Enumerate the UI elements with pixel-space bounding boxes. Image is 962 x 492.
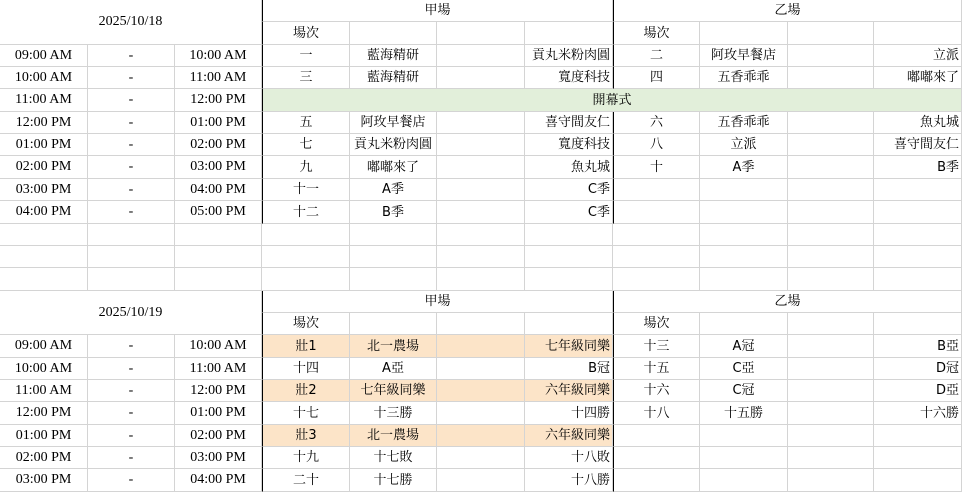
grid-cell[interactable] [88,246,175,268]
grid-cell[interactable] [700,313,788,335]
time-dash[interactable]: - [88,380,175,402]
start-time[interactable]: 12:00 PM [0,402,88,425]
venue-b-team-2[interactable]: 魚丸城 [874,112,962,134]
venue-a-match-number[interactable]: 九 [262,156,350,179]
grid-cell[interactable] [788,335,874,358]
venue-a-header[interactable]: 甲場 [262,291,613,313]
grid-cell[interactable] [788,268,874,291]
venue-b-match-number[interactable]: 四 [613,67,700,89]
end-time[interactable]: 12:00 PM [175,89,262,112]
grid-cell[interactable] [437,380,525,402]
grid-cell[interactable] [350,268,437,291]
venue-b-match-number[interactable]: 六 [613,112,700,134]
start-time[interactable]: 02:00 PM [0,156,88,179]
end-time[interactable]: 03:00 PM [175,156,262,179]
start-time[interactable]: 01:00 PM [0,134,88,156]
time-dash[interactable]: - [88,425,175,447]
opening-ceremony[interactable]: 開幕式 [262,89,962,112]
grid-cell[interactable] [874,313,962,335]
venue-b-team-2[interactable] [874,469,962,492]
venue-b-team-1[interactable] [700,179,788,201]
end-time[interactable]: 10:00 AM [175,45,262,67]
grid-cell[interactable] [613,246,700,268]
venue-a-team-2[interactable]: 十八勝 [525,469,613,492]
end-time[interactable]: 04:00 PM [175,469,262,492]
grid-cell[interactable] [874,246,962,268]
venue-a-header[interactable]: 甲場 [262,0,613,22]
venue-a-team-1[interactable]: 藍海精研 [350,45,437,67]
match-label[interactable]: 場次 [613,313,700,335]
venue-b-team-1[interactable]: 五香乖乖 [700,67,788,89]
grid-cell[interactable] [437,112,525,134]
grid-cell[interactable] [700,268,788,291]
venue-b-header[interactable]: 乙場 [613,0,962,22]
time-dash[interactable]: - [88,179,175,201]
grid-cell[interactable] [437,22,525,45]
date-header[interactable]: 2025/10/18 [0,0,262,45]
grid-cell[interactable] [262,268,350,291]
end-time[interactable]: 10:00 AM [175,335,262,358]
grid-cell[interactable] [788,425,874,447]
venue-b-match-number[interactable] [613,425,700,447]
venue-a-team-1[interactable]: B季 [350,201,437,224]
venue-a-match-number[interactable]: 十四 [262,358,350,380]
time-dash[interactable]: - [88,67,175,89]
venue-b-team-2[interactable] [874,201,962,224]
grid-cell[interactable] [350,224,437,246]
grid-cell[interactable] [788,380,874,402]
venue-a-team-1[interactable]: 七年級同樂 [350,380,437,402]
start-time[interactable]: 12:00 PM [0,112,88,134]
venue-a-team-1[interactable]: 十三勝 [350,402,437,425]
grid-cell[interactable] [700,246,788,268]
grid-cell[interactable] [88,224,175,246]
venue-a-match-number[interactable]: 五 [262,112,350,134]
venue-a-match-number[interactable]: 壯1 [262,335,350,358]
grid-cell[interactable] [613,268,700,291]
venue-a-team-2[interactable]: C季 [525,179,613,201]
grid-cell[interactable] [525,268,613,291]
grid-cell[interactable] [437,246,525,268]
grid-cell[interactable] [788,469,874,492]
grid-cell[interactable] [788,447,874,469]
venue-b-match-number[interactable]: 十五 [613,358,700,380]
grid-cell[interactable] [437,134,525,156]
grid-cell[interactable] [262,224,350,246]
venue-b-match-number[interactable]: 十六 [613,380,700,402]
grid-cell[interactable] [525,313,613,335]
venue-a-match-number[interactable]: 二十 [262,469,350,492]
venue-a-team-2[interactable]: 寬度科技 [525,67,613,89]
venue-a-team-1[interactable]: 貢丸米粉肉圓 [350,134,437,156]
grid-cell[interactable] [788,67,874,89]
time-dash[interactable]: - [88,201,175,224]
grid-cell[interactable] [0,268,88,291]
venue-b-team-1[interactable] [700,469,788,492]
grid-cell[interactable] [437,45,525,67]
grid-cell[interactable] [437,67,525,89]
start-time[interactable]: 09:00 AM [0,335,88,358]
grid-cell[interactable] [437,402,525,425]
grid-cell[interactable] [788,313,874,335]
venue-a-team-2[interactable]: 六年級同樂 [525,425,613,447]
venue-a-team-1[interactable]: A亞 [350,358,437,380]
venue-b-team-2[interactable]: B季 [874,156,962,179]
venue-a-team-2[interactable]: B冠 [525,358,613,380]
time-dash[interactable]: - [88,469,175,492]
start-time[interactable]: 03:00 PM [0,469,88,492]
venue-a-team-2[interactable]: 喜守間友仁 [525,112,613,134]
venue-a-match-number[interactable]: 十九 [262,447,350,469]
venue-b-team-1[interactable]: 十五勝 [700,402,788,425]
venue-b-team-1[interactable] [700,447,788,469]
time-dash[interactable]: - [88,402,175,425]
venue-a-team-2[interactable]: 魚丸城 [525,156,613,179]
grid-cell[interactable] [788,201,874,224]
end-time[interactable]: 12:00 PM [175,380,262,402]
venue-b-team-2[interactable]: 立派 [874,45,962,67]
start-time[interactable]: 10:00 AM [0,67,88,89]
end-time[interactable]: 03:00 PM [175,447,262,469]
venue-a-team-1[interactable]: 阿玫早餐店 [350,112,437,134]
time-dash[interactable]: - [88,89,175,112]
grid-cell[interactable] [437,268,525,291]
grid-cell[interactable] [613,224,700,246]
venue-b-team-1[interactable]: C亞 [700,358,788,380]
end-time[interactable]: 11:00 AM [175,67,262,89]
time-dash[interactable]: - [88,134,175,156]
venue-b-match-number[interactable]: 二 [613,45,700,67]
venue-b-header[interactable]: 乙場 [613,291,962,313]
match-label[interactable]: 場次 [262,22,350,45]
venue-b-team-2[interactable]: 嘟嘟來了 [874,67,962,89]
venue-a-team-2[interactable]: 七年級同樂 [525,335,613,358]
venue-b-match-number[interactable]: 八 [613,134,700,156]
grid-cell[interactable] [437,201,525,224]
grid-cell[interactable] [700,224,788,246]
venue-b-team-2[interactable]: D冠 [874,358,962,380]
grid-cell[interactable] [437,224,525,246]
end-time[interactable]: 01:00 PM [175,402,262,425]
venue-a-team-1[interactable]: 十七敗 [350,447,437,469]
venue-b-team-2[interactable]: 十六勝 [874,402,962,425]
venue-a-team-2[interactable]: 十八敗 [525,447,613,469]
time-dash[interactable]: - [88,112,175,134]
start-time[interactable]: 03:00 PM [0,179,88,201]
start-time[interactable]: 10:00 AM [0,358,88,380]
venue-b-team-1[interactable]: A冠 [700,335,788,358]
venue-b-team-1[interactable]: 五香乖乖 [700,112,788,134]
grid-cell[interactable] [88,268,175,291]
venue-b-team-1[interactable]: 立派 [700,134,788,156]
venue-a-team-2[interactable]: 十四勝 [525,402,613,425]
venue-a-match-number[interactable]: 一 [262,45,350,67]
grid-cell[interactable] [700,22,788,45]
venue-b-team-1[interactable]: A季 [700,156,788,179]
venue-a-team-1[interactable]: 嘟嘟來了 [350,156,437,179]
venue-b-match-number[interactable]: 十三 [613,335,700,358]
venue-a-team-1[interactable]: 北一農場 [350,425,437,447]
grid-cell[interactable] [788,45,874,67]
grid-cell[interactable] [788,22,874,45]
venue-a-team-1[interactable]: A季 [350,179,437,201]
time-dash[interactable]: - [88,156,175,179]
venue-b-match-number[interactable]: 十八 [613,402,700,425]
venue-b-team-2[interactable] [874,425,962,447]
start-time[interactable]: 02:00 PM [0,447,88,469]
grid-cell[interactable] [525,224,613,246]
venue-a-match-number[interactable]: 壯3 [262,425,350,447]
grid-cell[interactable] [437,179,525,201]
grid-cell[interactable] [788,402,874,425]
end-time[interactable]: 01:00 PM [175,112,262,134]
grid-cell[interactable] [437,447,525,469]
grid-cell[interactable] [437,156,525,179]
end-time[interactable]: 11:00 AM [175,358,262,380]
grid-cell[interactable] [788,179,874,201]
start-time[interactable]: 11:00 AM [0,380,88,402]
grid-cell[interactable] [525,246,613,268]
venue-a-team-1[interactable]: 北一農場 [350,335,437,358]
venue-b-team-1[interactable] [700,201,788,224]
venue-a-match-number[interactable]: 七 [262,134,350,156]
grid-cell[interactable] [437,425,525,447]
grid-cell[interactable] [874,268,962,291]
start-time[interactable]: 11:00 AM [0,89,88,112]
time-dash[interactable]: - [88,45,175,67]
venue-b-match-number[interactable] [613,201,700,224]
venue-b-match-number[interactable] [613,469,700,492]
venue-a-match-number[interactable]: 壯2 [262,380,350,402]
venue-b-team-2[interactable] [874,447,962,469]
venue-a-team-2[interactable]: 寬度科技 [525,134,613,156]
grid-cell[interactable] [788,112,874,134]
end-time[interactable]: 05:00 PM [175,201,262,224]
time-dash[interactable]: - [88,447,175,469]
grid-cell[interactable] [0,246,88,268]
grid-cell[interactable] [175,224,262,246]
venue-a-team-2[interactable]: 六年級同樂 [525,380,613,402]
venue-b-match-number[interactable] [613,447,700,469]
grid-cell[interactable] [437,358,525,380]
start-time[interactable]: 09:00 AM [0,45,88,67]
venue-a-match-number[interactable]: 十二 [262,201,350,224]
grid-cell[interactable] [350,313,437,335]
grid-cell[interactable] [874,224,962,246]
end-time[interactable]: 02:00 PM [175,425,262,447]
venue-a-match-number[interactable]: 十七 [262,402,350,425]
venue-b-team-1[interactable]: C冠 [700,380,788,402]
venue-b-team-2[interactable]: B亞 [874,335,962,358]
grid-cell[interactable] [874,22,962,45]
grid-cell[interactable] [262,246,350,268]
venue-b-team-2[interactable]: 喜守間友仁 [874,134,962,156]
venue-a-team-2[interactable]: C季 [525,201,613,224]
grid-cell[interactable] [525,22,613,45]
grid-cell[interactable] [437,469,525,492]
end-time[interactable]: 02:00 PM [175,134,262,156]
venue-b-match-number[interactable]: 十 [613,156,700,179]
grid-cell[interactable] [788,156,874,179]
venue-a-team-1[interactable]: 十七勝 [350,469,437,492]
venue-b-team-2[interactable] [874,179,962,201]
grid-cell[interactable] [788,358,874,380]
grid-cell[interactable] [175,246,262,268]
venue-b-team-2[interactable]: D亞 [874,380,962,402]
venue-a-team-1[interactable]: 藍海精研 [350,67,437,89]
start-time[interactable]: 04:00 PM [0,201,88,224]
grid-cell[interactable] [788,134,874,156]
end-time[interactable]: 04:00 PM [175,179,262,201]
grid-cell[interactable] [175,268,262,291]
time-dash[interactable]: - [88,358,175,380]
match-label[interactable]: 場次 [613,22,700,45]
venue-b-team-1[interactable]: 阿玫早餐店 [700,45,788,67]
start-time[interactable]: 01:00 PM [0,425,88,447]
venue-a-match-number[interactable]: 十一 [262,179,350,201]
date-header[interactable]: 2025/10/19 [0,291,262,335]
time-dash[interactable]: - [88,335,175,358]
venue-b-team-1[interactable] [700,425,788,447]
match-label[interactable]: 場次 [262,313,350,335]
grid-cell[interactable] [437,313,525,335]
venue-a-team-2[interactable]: 貢丸米粉肉圓 [525,45,613,67]
grid-cell[interactable] [0,224,88,246]
grid-cell[interactable] [437,335,525,358]
grid-cell[interactable] [788,224,874,246]
grid-cell[interactable] [350,246,437,268]
grid-cell[interactable] [350,22,437,45]
grid-cell[interactable] [788,246,874,268]
venue-b-match-number[interactable] [613,179,700,201]
venue-a-match-number[interactable]: 三 [262,67,350,89]
